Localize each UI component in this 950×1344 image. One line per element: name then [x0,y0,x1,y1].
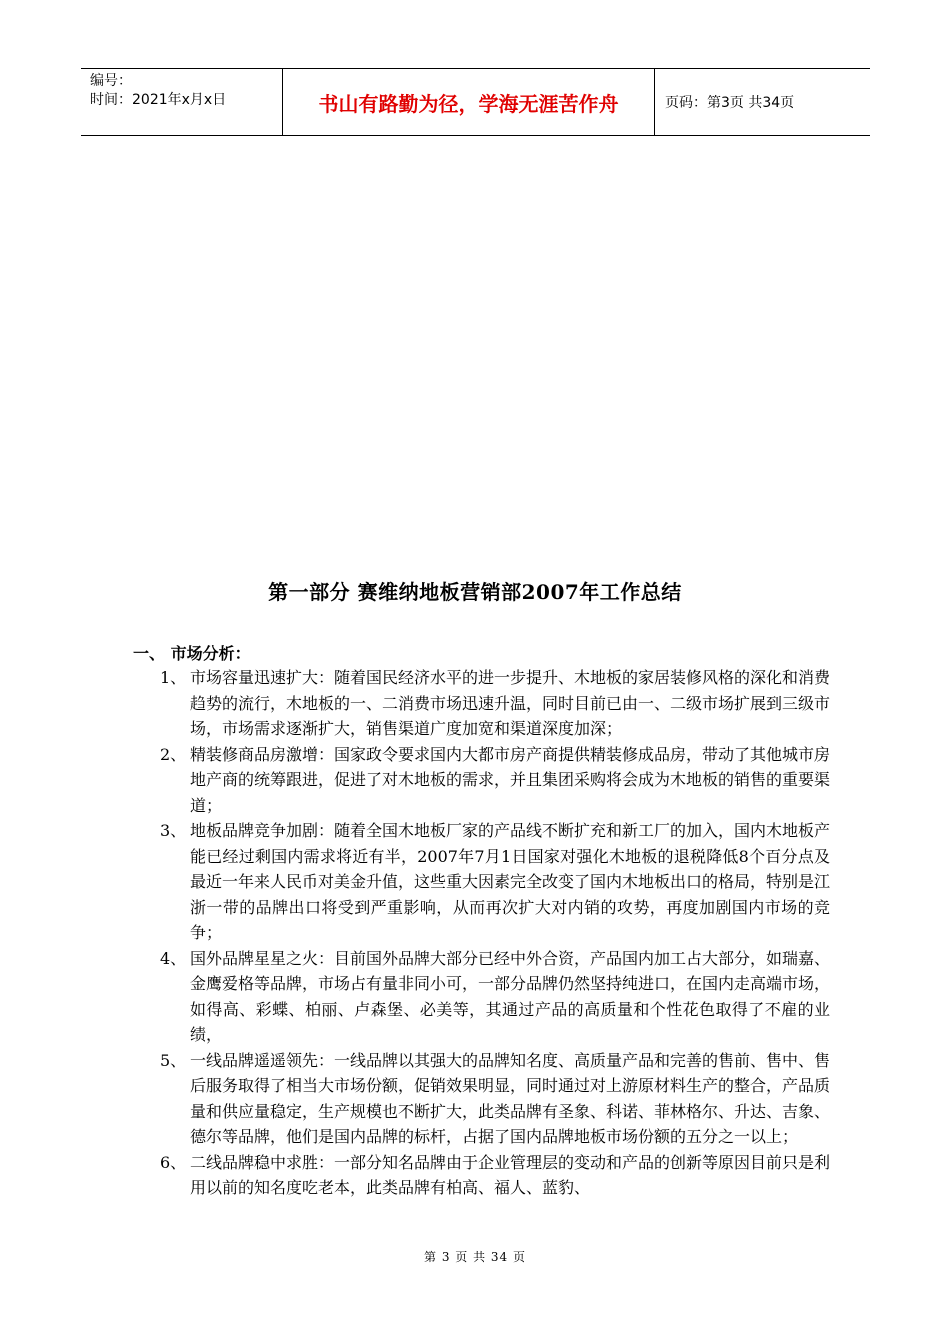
page-footer: 第 3 页 共 34 页 [424,1250,526,1264]
item-number: 3、 [160,821,187,840]
list-item [160,818,830,946]
item-number: 4、 [160,948,187,968]
item-text: 地板品牌竞争加剧：随着全国木地板厂家的产品线不断扩充和新工厂的加入，国内木地板产能已经过剩国内需求将近有半，2007年7月1日国家对强化木地板的退税降低8个百分点及最近一年来人民币对美金升值，这些重大因素完全改变了国内木地板出口的格局，特别是江浙一带的品牌出口将受到严重影响，从而再次扩大对内销的攻势，再度加剧国内市场的竞争； [190,821,831,942]
list-item [160,742,830,819]
header-motto: 书山有路勤为径，学海无涯苦作舟 [282,69,655,135]
page-header [81,68,870,136]
item-number: 2、 [160,744,187,764]
header-page-info: 页码：第3页 共34页 [665,95,795,111]
item-text: 市场容量迅速扩大：随着国民经济水平的进一步提升、木地板的家居装修风格的深化和消费趋势的流行，木地板的一、二消费市场迅速升温，同时目前已由一、二级市场扩展到三级市场，市场需求逐渐扩大，销售渠道广度加宽和渠道深度加深； [190,668,831,738]
item-text: 一线品牌遥遥领先：一线品牌以其强大的品牌知名度、高质量产品和完善的售前、售中、售后服务取得了相当大市场份额，促销效果明显，同时通过对上游原材料生产的整合，产品质量和供应量稳定，生产规模也不断扩大，此类品牌有圣象、科诺、菲林格尔、升达、吉象、德尔等品牌，他们是国内品牌的标杆，占据了国内品牌地板市场份额的五分之一以上； [190,1050,831,1146]
list-item [160,1048,830,1150]
analysis-list [160,665,830,1201]
number-label: 编号： [90,73,132,89]
item-number: 1、 [160,668,187,687]
time-label: 时间：2021年x月x日 [90,92,227,108]
item-number: 5、 [160,1050,187,1070]
list-item [160,665,830,742]
list-item [160,946,830,1048]
document-title: 第一部分 赛维纳地板营销部2007年工作总结 [268,580,682,604]
list-item [160,1150,830,1201]
section-heading: 一、 市场分析： [133,644,251,663]
item-text: 精装修商品房激增：国家政令要求国内大都市房产商提供精装修成品房，带动了其他城市房地产商的统筹跟进，促进了对木地板的需求，并且集团采购将会成为木地板的销售的重要渠道； [190,744,831,815]
item-number: 6、 [160,1152,187,1172]
item-text: 二线品牌稳中求胜：一部分知名品牌由于企业管理层的变动和产品的创新等原因目前只是利用以前的知名度吃老本，此类品牌有柏高、福人、蓝豹、 [190,1152,831,1197]
header-meta [81,69,282,135]
item-text: 国外品牌星星之火：目前国外品牌大部分已经中外合资，产品国内加工占大部分，如瑞嘉、金鹰爱格等品牌，市场占有量非同小可，一部分品牌仍然坚持纯进口，在国内走高端市场，如得高、彩蝶、柏丽、卢森堡、必美等，其通过产品的高质量和个性花色取得了不雇的业绩， [190,948,831,1044]
